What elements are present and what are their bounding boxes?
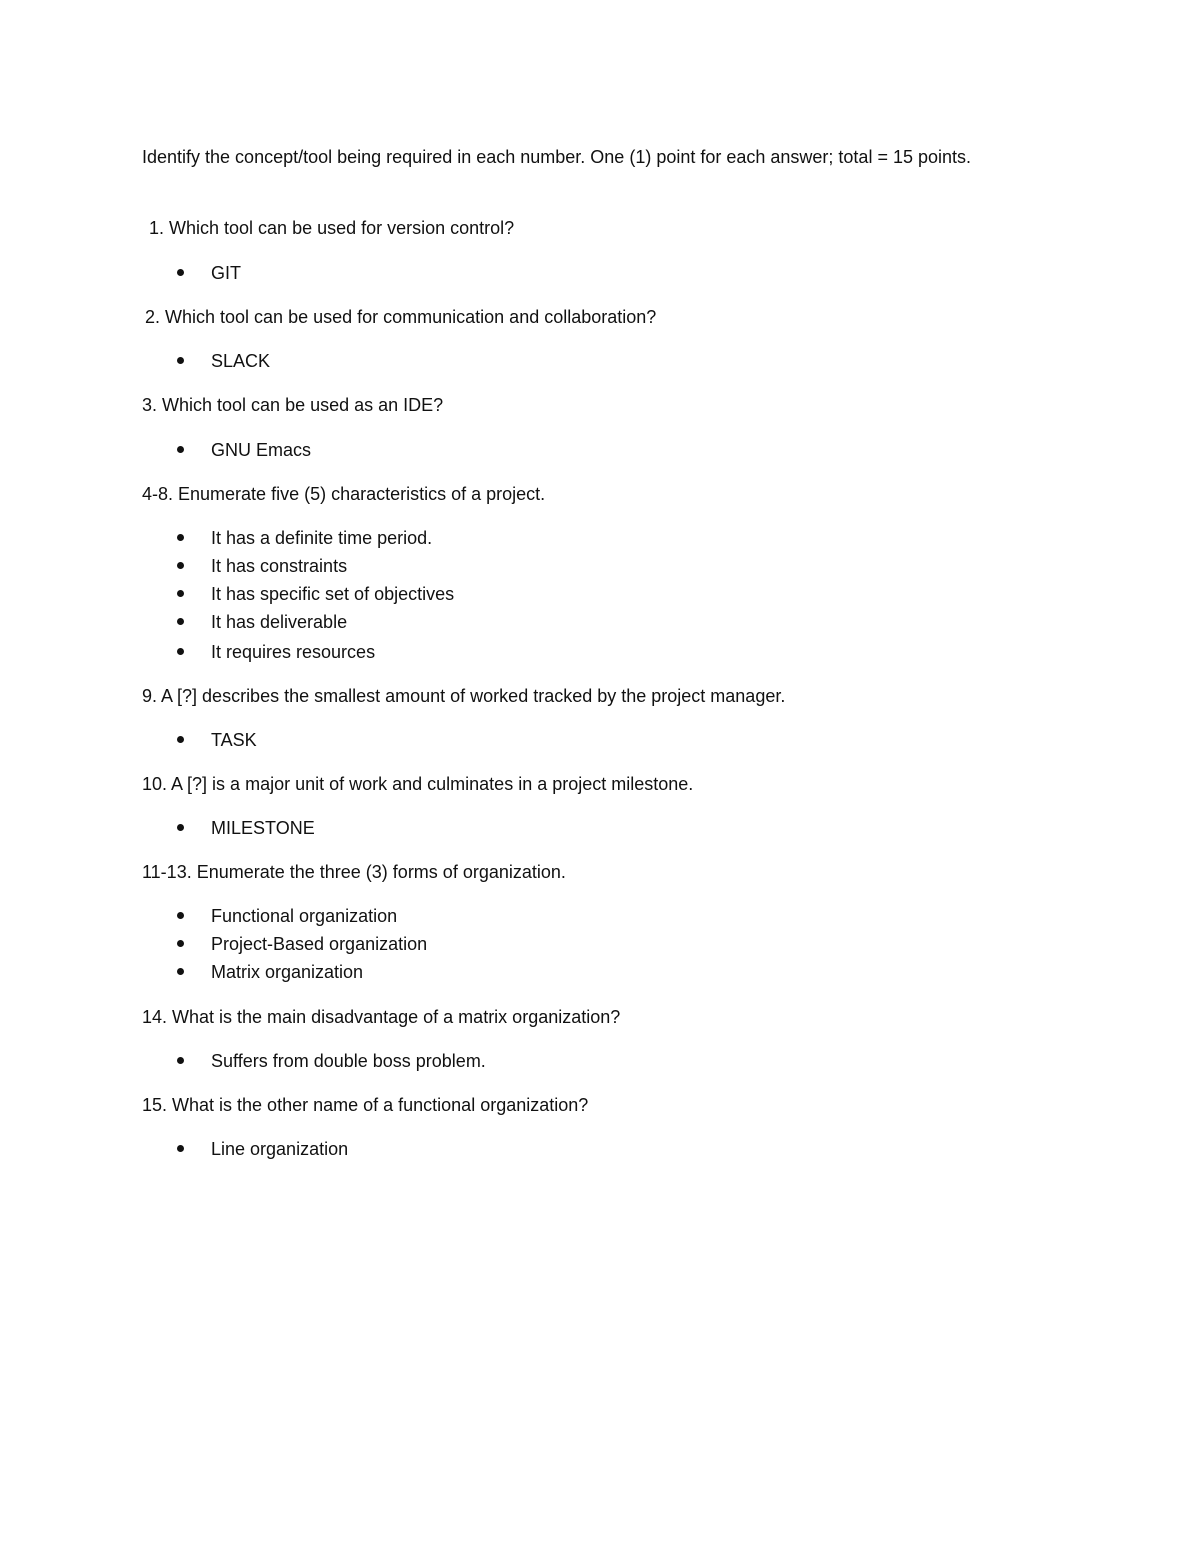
bullet-icon — [177, 1057, 184, 1064]
question-9: 9. A [?] describes the smallest amount of worked tracked by the project manager. — [142, 686, 786, 706]
bullet-icon — [177, 618, 184, 625]
answer-text: It requires resources — [211, 642, 376, 662]
answer-text: Suffers from double boss problem. — [211, 1051, 486, 1071]
bullet-icon — [177, 736, 184, 743]
answer-text: Functional organization — [211, 906, 398, 926]
answer-text: TASK — [211, 730, 257, 750]
bullet-icon — [177, 357, 184, 364]
answer-text: It has specific set of objectives — [211, 584, 455, 604]
question-4-8: 4-8. Enumerate five (5) characteristics of a project. — [142, 484, 546, 504]
instructions-paragraph: Identify the concept/tool being required in each number. One (1) point for each answer; total = 15 points. — [142, 147, 972, 167]
bullet-icon — [177, 940, 184, 947]
bullet-icon — [177, 534, 184, 541]
bullet-icon — [177, 648, 184, 655]
answer-text: GIT — [211, 263, 241, 283]
question-3: 3. Which tool can be used as an IDE? — [142, 395, 444, 415]
answer-text: It has deliverable — [211, 612, 348, 632]
answer-text: GNU Emacs — [211, 440, 312, 460]
bullet-icon — [177, 446, 184, 453]
bullet-icon — [177, 562, 184, 569]
answer-text: It has a definite time period. — [211, 528, 433, 548]
question-15: 15. What is the other name of a functional organization? — [142, 1095, 589, 1115]
answer-text: Project-Based organization — [211, 934, 428, 954]
answer-text: Matrix organization — [211, 962, 364, 982]
answer-text: It has constraints — [211, 556, 348, 576]
bullet-icon — [177, 968, 184, 975]
answer-text: SLACK — [211, 351, 271, 371]
answer-text: Line organization — [211, 1139, 349, 1159]
bullet-icon — [177, 590, 184, 597]
bullet-icon — [177, 912, 184, 919]
question-14: 14. What is the main disadvantage of a matrix organization? — [142, 1007, 621, 1027]
answer-text: MILESTONE — [211, 818, 315, 838]
question-11-13: 11-13. Enumerate the three (3) forms of organization. — [142, 862, 566, 882]
question-10: 10. A [?] is a major unit of work and culminates in a project milestone. — [142, 774, 694, 794]
bullet-icon — [177, 269, 184, 276]
question-1: 1. Which tool can be used for version control? — [149, 218, 515, 238]
bullet-icon — [177, 1145, 184, 1152]
bullet-icon — [177, 824, 184, 831]
question-2: 2. Which tool can be used for communication and collaboration? — [145, 307, 657, 327]
